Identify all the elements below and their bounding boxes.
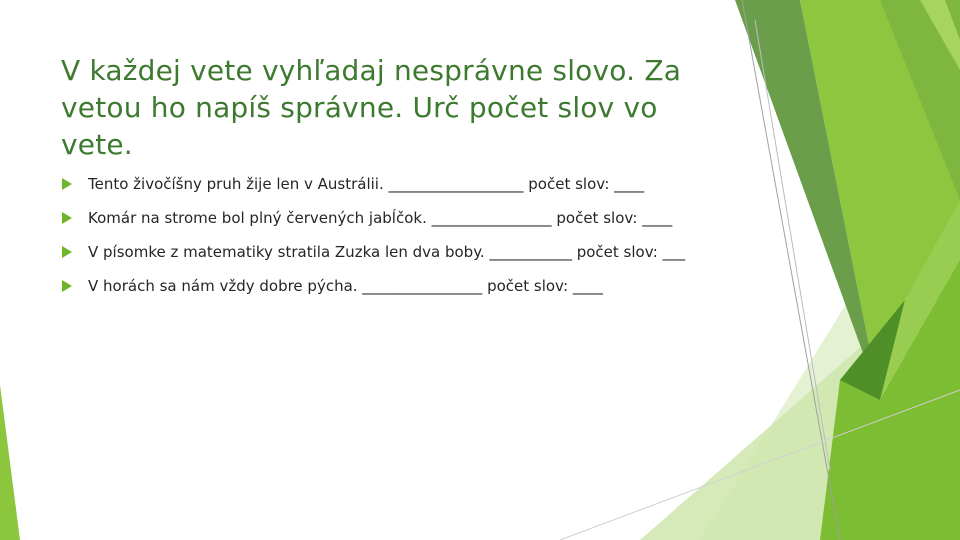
bullet-item-1 xyxy=(62,173,742,195)
bullet-text: V horách sa nám vždy dobre pýcha. ________________ počet slov: ____ xyxy=(88,277,603,295)
left-green-sliver xyxy=(0,385,20,540)
arrow-right-icon xyxy=(62,212,72,224)
bullet-item-3 xyxy=(62,241,742,263)
arrow-right-icon xyxy=(62,246,72,258)
bullet-item-2 xyxy=(62,207,742,229)
slide-title: V každej vete vyhľadaj nesprávne slovo. Za vetou ho napíš správne. Urč počet slov vo vete. xyxy=(61,54,682,161)
arrow-right-icon xyxy=(62,280,72,292)
bullet-text: Komár na strome bol plný červených jabĺčok. ________________ počet slov: ____ xyxy=(88,209,673,227)
bullet-text: Tento živočíšny pruh žije len v Austrálii. __________________ počet slov: ____ xyxy=(88,175,645,193)
bullet-text: V písomke z matematiky stratila Zuzka len dva boby. ___________ počet slov: ___ xyxy=(88,243,686,261)
arrow-right-icon xyxy=(62,178,72,190)
bullet-item-4 xyxy=(62,275,742,297)
bullet-list xyxy=(62,173,742,297)
